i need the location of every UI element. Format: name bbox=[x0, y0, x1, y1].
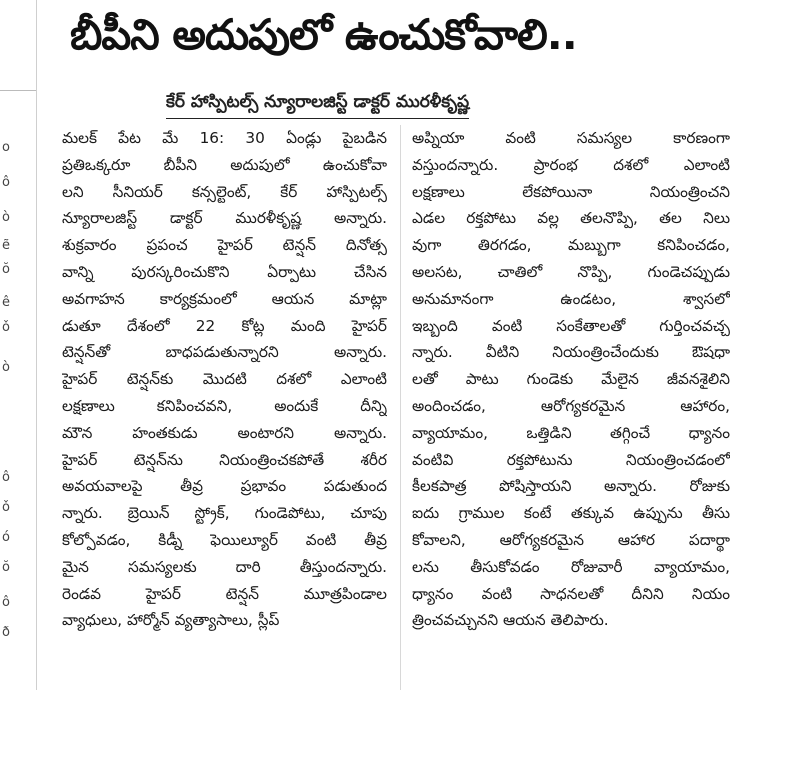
text-line: లక్షణాలు లేకపోయినా నియంత్రించని bbox=[412, 182, 730, 201]
adjacent-text-fragment: ò bbox=[2, 210, 10, 225]
text-line: అప్నియా వంటి సమస్యల కారణంగా bbox=[412, 129, 730, 147]
text-line: హైపర్ టెన్షన్‌కు మొదటి దశలో ఎలాంటి bbox=[62, 370, 387, 389]
text-line: మలక్ పేట మే 16: 30 ఏండ్లు పైబడిన bbox=[62, 129, 387, 147]
text-line: టెన్షన్‌తో బాధపడుతున్నారని అన్నారు. bbox=[62, 343, 387, 362]
adjacent-text-fragment: ô bbox=[2, 595, 10, 610]
text-line: లను తీసుకోవడం రోజువారీ వ్యాయామం, bbox=[412, 557, 730, 576]
text-line: కీలకపాత్ర పోషిస్తాయని అన్నారు. రోజుకు bbox=[412, 477, 730, 496]
adjacent-text-fragment: ð bbox=[2, 625, 10, 640]
text-line: వుగా తిరగడం, మబ్బుగా కనిపించడం, bbox=[412, 236, 730, 255]
text-line: మైన సమస్యలకు దారి తీస్తుందన్నారు. bbox=[62, 557, 387, 576]
text-line: ఎడల రక్తపోటు వల్ల తలనొప్పి, తల నిలు bbox=[412, 209, 730, 228]
adjacent-text-fragment: ŏ bbox=[2, 560, 10, 575]
text-line: త్రించవచ్చునని ఆయన తెలిపారు. bbox=[412, 611, 609, 630]
adjacent-text-fragment: ô bbox=[2, 175, 10, 190]
text-line: ప్రతిఒక్కరూ బీపీని అదుపులో ఉంచుకోవా bbox=[62, 155, 387, 174]
text-line: న్నారు. వీటిని నియంత్రించేందుకు ఔషధా bbox=[412, 343, 730, 362]
adjacent-text-fragment: ŏ bbox=[2, 262, 10, 277]
text-line: వ్యాధులు, హార్మోన్ వ్యత్యాసాలు, స్లీప్ bbox=[62, 611, 280, 630]
text-line: లక్షణాలు కనిపించవని, అందుకే దీన్ని bbox=[62, 396, 387, 415]
text-line: ధ్యానం వంటి సాధనలతో దీనిని నియం bbox=[412, 584, 730, 603]
adjacent-text-fragment: ẽ bbox=[2, 238, 10, 253]
article-subheadline: కేర్ హాస్పిటల్స్ న్యూరాలజిస్ట్ డాక్టర్ మురళీకృష్ణ bbox=[166, 92, 469, 119]
text-line: ఇబ్బంది వంటి సంకేతాలతో గుర్తించవచ్చ bbox=[412, 316, 730, 335]
text-line: శుక్రవారం ప్రపంచ హైపర్ టెన్షన్ దినోత్స bbox=[62, 236, 387, 255]
text-line: లతో పాటు గుండెకు మేలైన జీవనశైలిని bbox=[412, 370, 730, 389]
article-column-left bbox=[62, 125, 387, 634]
text-line: న్యూరాలజిస్ట్ డాక్టర్ మురళీకృష్ణ అన్నారు. bbox=[62, 209, 387, 228]
text-line: అలసట, చాతిలో నొప్పి, గుండెచప్పుడు bbox=[412, 262, 730, 281]
text-line: అవగాహన కార్యక్రమంలో ఆయన మాట్లా bbox=[62, 289, 387, 308]
text-line: ఐదు గ్రాముల కంటే తక్కువ ఉప్పును తీసు bbox=[412, 504, 730, 523]
text-line: కోల్పోవడం, కిడ్నీ ఫెయిల్యూర్ వంటి తీవ్ర bbox=[62, 530, 387, 549]
text-line: డుతూ దేశంలో 22 కోట్ల మంది హైపర్ bbox=[62, 316, 387, 335]
text-line: రెండవ హైపర్ టెన్షన్ మూత్రపిండాల bbox=[62, 584, 387, 603]
adjacent-text-fragment: o bbox=[2, 140, 10, 155]
text-line: మౌన హంతకుడు అంటారని అన్నారు. bbox=[62, 423, 387, 442]
text-line: వంటివి రక్తపోటును నియంత్రించడంలో bbox=[412, 450, 730, 469]
text-line: లని సీనియర్ కన్సల్టెంట్, కేర్ హాస్పిటల్స్ bbox=[62, 182, 387, 201]
text-line: కోవాలని, ఆరోగ్యకరమైన ఆహార పదార్థా bbox=[412, 530, 730, 549]
adjacent-text-fragment: ô bbox=[2, 470, 10, 485]
text-line: వాన్ని పురస్కరించుకొని ఏర్పాటు చేసిన bbox=[62, 262, 387, 281]
text-line: న్నారు. బ్రెయిన్ స్ట్రోక్, గుండెపోటు, చూపు bbox=[62, 504, 387, 523]
article-column-right bbox=[412, 125, 730, 634]
adjacent-text-fragment: ó bbox=[2, 530, 10, 545]
adjacent-text-fragment: ǒ bbox=[2, 500, 10, 515]
adjacent-column-strip bbox=[0, 0, 37, 690]
text-line: అనుమానంగా ఉండటం, శ్వాసలో bbox=[412, 289, 730, 308]
article-headline: బీపీని అదుపులో ఉంచుకోవాలి.. bbox=[70, 10, 577, 59]
text-line: అందించడం, ఆరోగ్యకరమైన ఆహారం, bbox=[412, 396, 730, 415]
text-line: హైపర్ టెన్షన్‌ను నియంత్రించకపోతే శరీర bbox=[62, 450, 387, 469]
adjacent-text-fragment: ê bbox=[2, 295, 10, 310]
text-line: వ్యాయామం, ఒత్తిడిని తగ్గించే ధ్యానం bbox=[412, 423, 730, 442]
adjacent-text-fragment: ǒ bbox=[2, 320, 10, 335]
adjacent-column-rule bbox=[0, 90, 36, 91]
text-line: వస్తుందన్నారు. ప్రారంభ దశలో ఎలాంటి bbox=[412, 155, 730, 174]
column-divider bbox=[400, 125, 401, 690]
text-line: అవయవాలపై తీవ్ర ప్రభావం పడుతుంద bbox=[62, 477, 387, 496]
adjacent-text-fragment: ò bbox=[2, 360, 10, 375]
